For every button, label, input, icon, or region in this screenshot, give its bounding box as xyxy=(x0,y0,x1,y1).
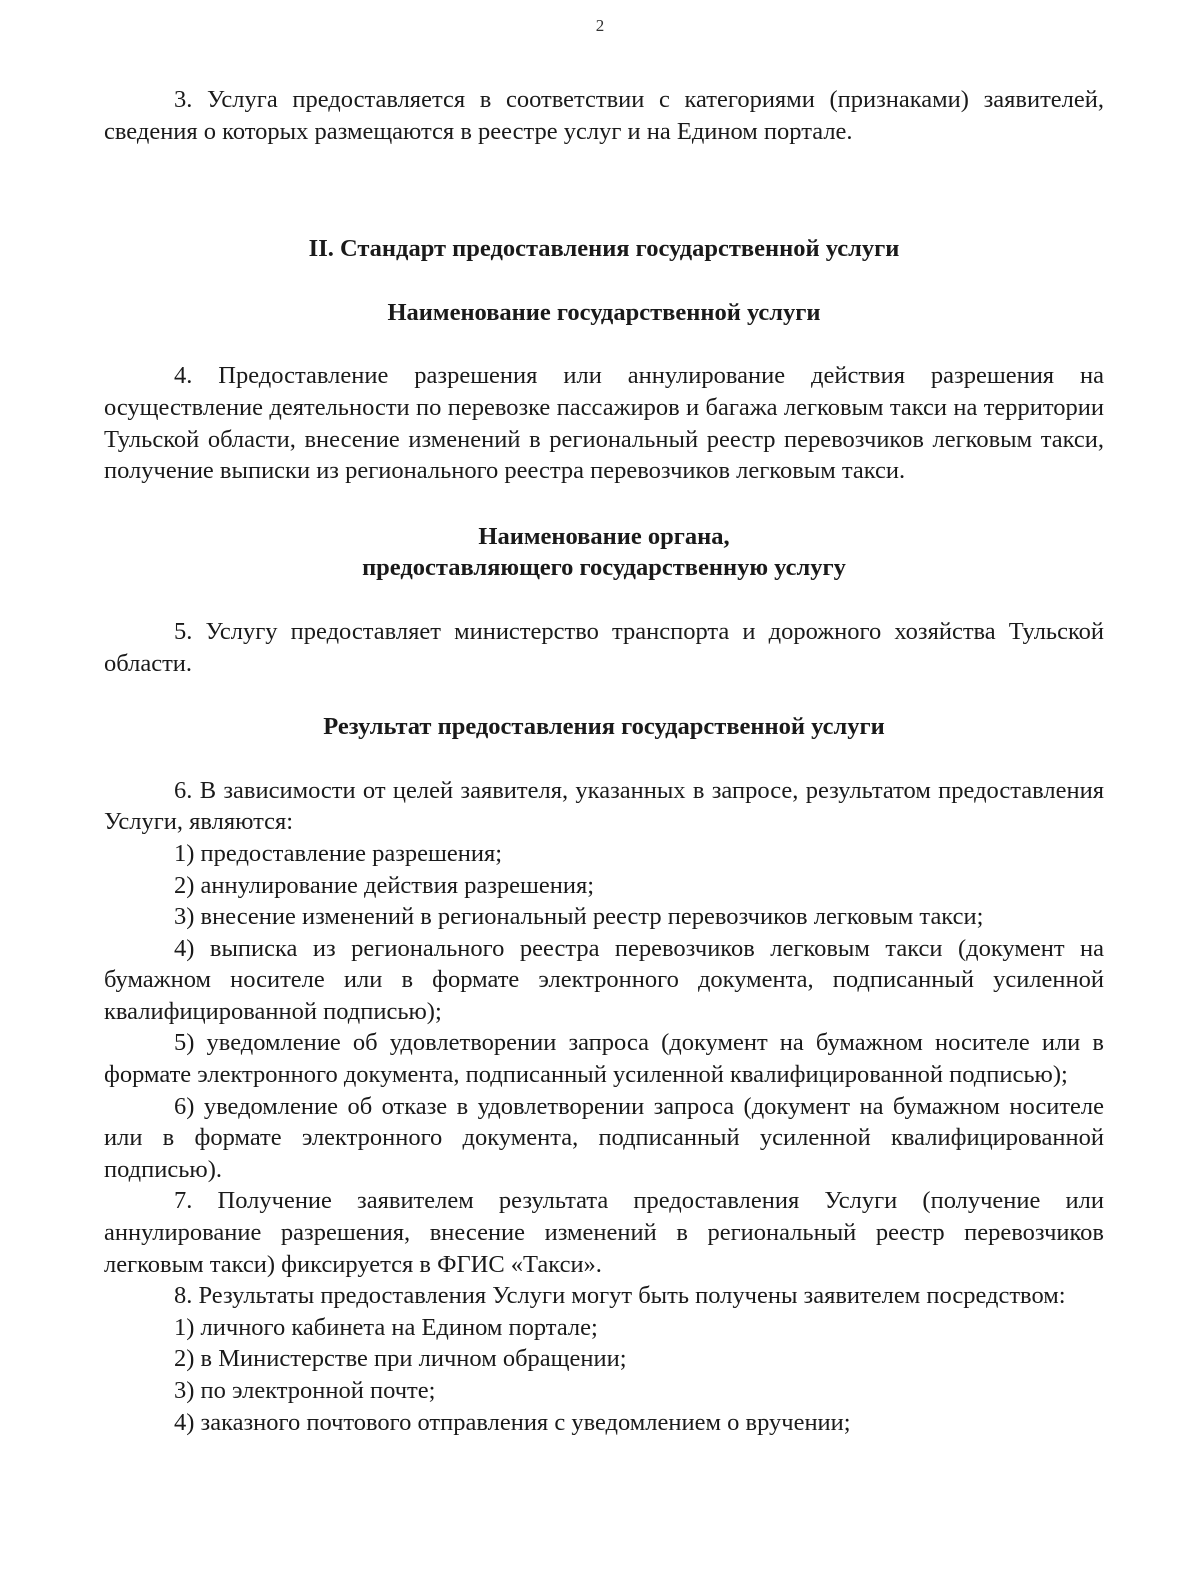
list-item: 6) уведомление об отказе в удовлетворении запроса (документ на бумажном носителе или в формате электронного документа, подписанный усиленной квалифицированной подписью). xyxy=(104,1092,1104,1183)
paragraph-7: 7. Получение заявителем результата предоставления Услуги (получение или аннулирование разрешения, внесение изменений в региональный реестр перевозчиков легковым такси) фиксируется в ФГИС «Такси». xyxy=(104,1187,1104,1278)
paragraph-4: 4. Предоставление разрешения или аннулирование действия разрешения на осуществление деятельности по перевозке пассажиров и багажа легковым такси на территории Тульской области, внесение изменений в региональный реестр перевозчиков легковым такси, получение выписки из регионального реестра перевозчиков легковым такси. xyxy=(104,362,1104,485)
list-item: 2) в Министерстве при личном обращении; xyxy=(174,1345,627,1373)
paragraph-5: 5. Услугу предоставляет министерство транспорта и дорожного хозяйства Тульской области. xyxy=(104,617,1104,677)
paragraph-3: 3. Услуга предоставляется в соответствии с категориями (признаками) заявителей, сведения о которых размещаются в реестре услуг и на Едином портале. xyxy=(104,86,1104,145)
subheading-result: Результат предоставления государственной услуги xyxy=(323,713,885,741)
paragraph-8: 8. Результаты предоставления Услуги могут быть получены заявителем посредством: xyxy=(174,1282,1066,1310)
list-item: 1) предоставление разрешения; xyxy=(174,839,503,867)
subheading-service-name: Наименование государственной услуги xyxy=(387,298,821,326)
list-item: 5) уведомление об удовлетворении запроса (документ на бумажном носителе или в формате электронного документа, подписанный усиленной квалифицированной подписью); xyxy=(104,1029,1104,1089)
subheading-organ-line2: предоставляющего государственную услугу xyxy=(362,554,846,582)
section-heading-standard: II. Стандарт предоставления государственной услуги xyxy=(308,235,900,263)
subheading-organ-line1: Наименование органа, xyxy=(478,522,730,550)
list-item: 3) внесение изменений в региональный реестр перевозчиков легковым такси; xyxy=(174,903,984,931)
list-item: 3) по электронной почте; xyxy=(174,1377,436,1404)
document-body xyxy=(104,84,1104,1438)
list-item: 2) аннулирование действия разрешения; xyxy=(174,871,595,899)
list-item: 4) выписка из регионального реестра перевозчиков легковым такси (документ на бумажном носителе или в формате электронного документа, подписанный усиленной квалифицированной подписью); xyxy=(104,934,1104,1025)
list-item: 1) личного кабинета на Едином портале; xyxy=(174,1313,598,1341)
list-item: 4) заказного почтового отправления с уведомлением о вручении; xyxy=(174,1408,851,1436)
page-number: 2 xyxy=(595,16,605,35)
paragraph-6: 6. В зависимости от целей заявителя, указанных в запросе, результатом предоставления Услуги, являются: xyxy=(104,776,1104,836)
